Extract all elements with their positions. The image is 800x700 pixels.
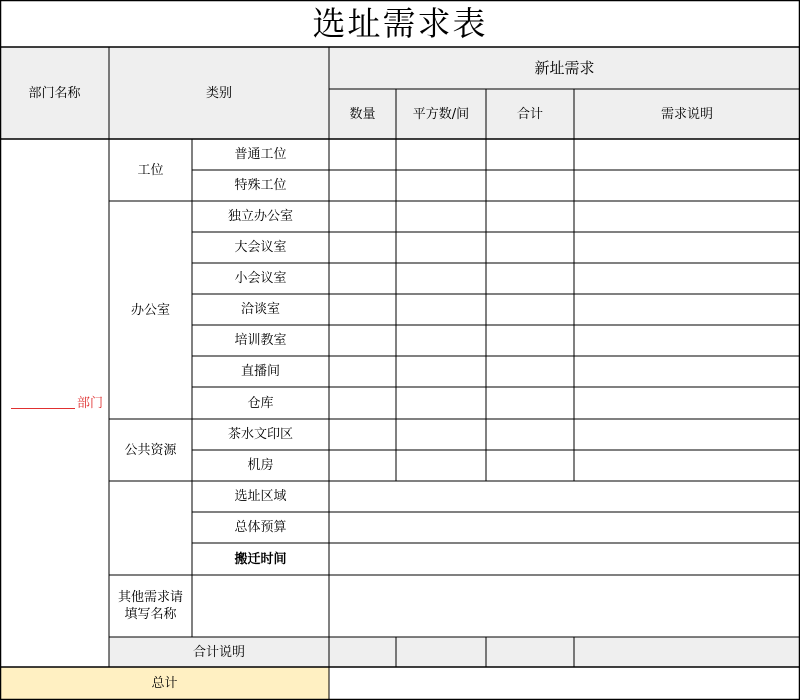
header-note: 需求说明 — [574, 89, 800, 139]
move-time-label: 搬迁时间 — [234, 551, 287, 567]
header-total: 合计 — [486, 89, 574, 139]
item-8-sqm-cell[interactable] — [396, 387, 486, 419]
item-3: 大会议室 — [234, 240, 287, 255]
group-workstation: 工位 — [137, 162, 164, 178]
item-9-note-cell[interactable] — [574, 419, 800, 450]
item-7-qty-cell[interactable] — [329, 356, 396, 387]
department-label: 部门 — [76, 395, 103, 411]
item-6: 培训教室 — [234, 333, 287, 348]
item-7: 直播间 — [240, 364, 280, 379]
item-3-qty-cell[interactable] — [329, 232, 396, 263]
item-8: 仓库 — [247, 395, 274, 411]
item-10-qty-cell[interactable] — [329, 450, 396, 481]
item-0-qty-cell[interactable] — [329, 139, 396, 170]
department-cell[interactable] — [0, 139, 109, 667]
item-6-note-cell[interactable] — [574, 325, 800, 356]
item-5: 洽谈室 — [240, 302, 280, 317]
item-8-total-cell[interactable] — [486, 387, 574, 419]
sum-note-note-cell[interactable] — [574, 637, 800, 667]
site-area-label: 选址区域 — [234, 489, 287, 504]
item-1-qty-cell[interactable] — [329, 170, 396, 201]
item-10: 机房 — [247, 458, 274, 473]
item-5-qty-cell[interactable] — [329, 294, 396, 325]
item-9: 茶水文印区 — [227, 427, 293, 442]
site-area-input[interactable] — [329, 481, 800, 512]
item-3-note-cell[interactable] — [574, 232, 800, 263]
item-6-sqm-cell[interactable] — [396, 325, 486, 356]
item-1-total-cell[interactable] — [486, 170, 574, 201]
item-2-sqm-cell[interactable] — [396, 201, 486, 232]
group-public: 公共资源 — [124, 442, 177, 458]
header-category: 类别 — [109, 47, 329, 139]
item-7-note-cell[interactable] — [574, 356, 800, 387]
item-4-sqm-cell[interactable] — [396, 263, 486, 294]
item-10-total-cell[interactable] — [486, 450, 574, 481]
item-5-sqm-cell[interactable] — [396, 294, 486, 325]
item-9-total-cell[interactable] — [486, 419, 574, 450]
item-2-note-cell[interactable] — [574, 201, 800, 232]
header-qty: 数量 — [329, 89, 396, 139]
item-0-total-cell[interactable] — [486, 139, 574, 170]
item-3-total-cell[interactable] — [486, 232, 574, 263]
item-4-note-cell[interactable] — [574, 263, 800, 294]
item-1: 特殊工位 — [234, 178, 287, 193]
item-2-qty-cell[interactable] — [329, 201, 396, 232]
item-4-total-cell[interactable] — [486, 263, 574, 294]
item-6-total-cell[interactable] — [486, 325, 574, 356]
item-5-total-cell[interactable] — [486, 294, 574, 325]
sum-note-sqm-cell[interactable] — [396, 637, 486, 667]
page-title: 选址需求表 — [312, 4, 488, 43]
item-8-qty-cell[interactable] — [329, 387, 396, 419]
item-2: 独立办公室 — [227, 209, 293, 224]
sum-note-qty-cell[interactable] — [329, 637, 396, 667]
item-1-sqm-cell[interactable] — [396, 170, 486, 201]
item-7-sqm-cell[interactable] — [396, 356, 486, 387]
sum-note-total-cell[interactable] — [486, 637, 574, 667]
item-0: 普通工位 — [234, 147, 287, 162]
budget-label: 总体预算 — [234, 520, 287, 535]
item-6-qty-cell[interactable] — [329, 325, 396, 356]
header-dept-name: 部门名称 — [0, 47, 109, 139]
header-sqm-per-room: 平方数/间 — [396, 89, 486, 139]
grand-total-label: 总计 — [0, 667, 329, 700]
item-0-note-cell[interactable] — [574, 139, 800, 170]
item-0-sqm-cell[interactable] — [396, 139, 486, 170]
item-4-qty-cell[interactable] — [329, 263, 396, 294]
item-3-sqm-cell[interactable] — [396, 232, 486, 263]
item-8-note-cell[interactable] — [574, 387, 800, 419]
item-10-note-cell[interactable] — [574, 450, 800, 481]
group-office: 办公室 — [130, 302, 170, 318]
item-1-note-cell[interactable] — [574, 170, 800, 201]
department-blank-line — [11, 398, 75, 409]
other-requirements-label: 其他需求请填写名称 — [117, 590, 183, 622]
item-9-qty-cell[interactable] — [329, 419, 396, 450]
move-time-input[interactable] — [329, 543, 800, 575]
item-2-total-cell[interactable] — [486, 201, 574, 232]
budget-input[interactable] — [329, 512, 800, 543]
other-requirements-input[interactable] — [192, 575, 800, 637]
item-7-total-cell[interactable] — [486, 356, 574, 387]
header-new-site: 新址需求 — [329, 47, 800, 89]
item-4: 小会议室 — [234, 271, 287, 286]
sum-note-label: 合计说明 — [109, 637, 329, 667]
grand-total-value[interactable] — [329, 667, 800, 700]
item-5-note-cell[interactable] — [574, 294, 800, 325]
item-9-sqm-cell[interactable] — [396, 419, 486, 450]
item-10-sqm-cell[interactable] — [396, 450, 486, 481]
group-extra-empty — [109, 481, 192, 575]
